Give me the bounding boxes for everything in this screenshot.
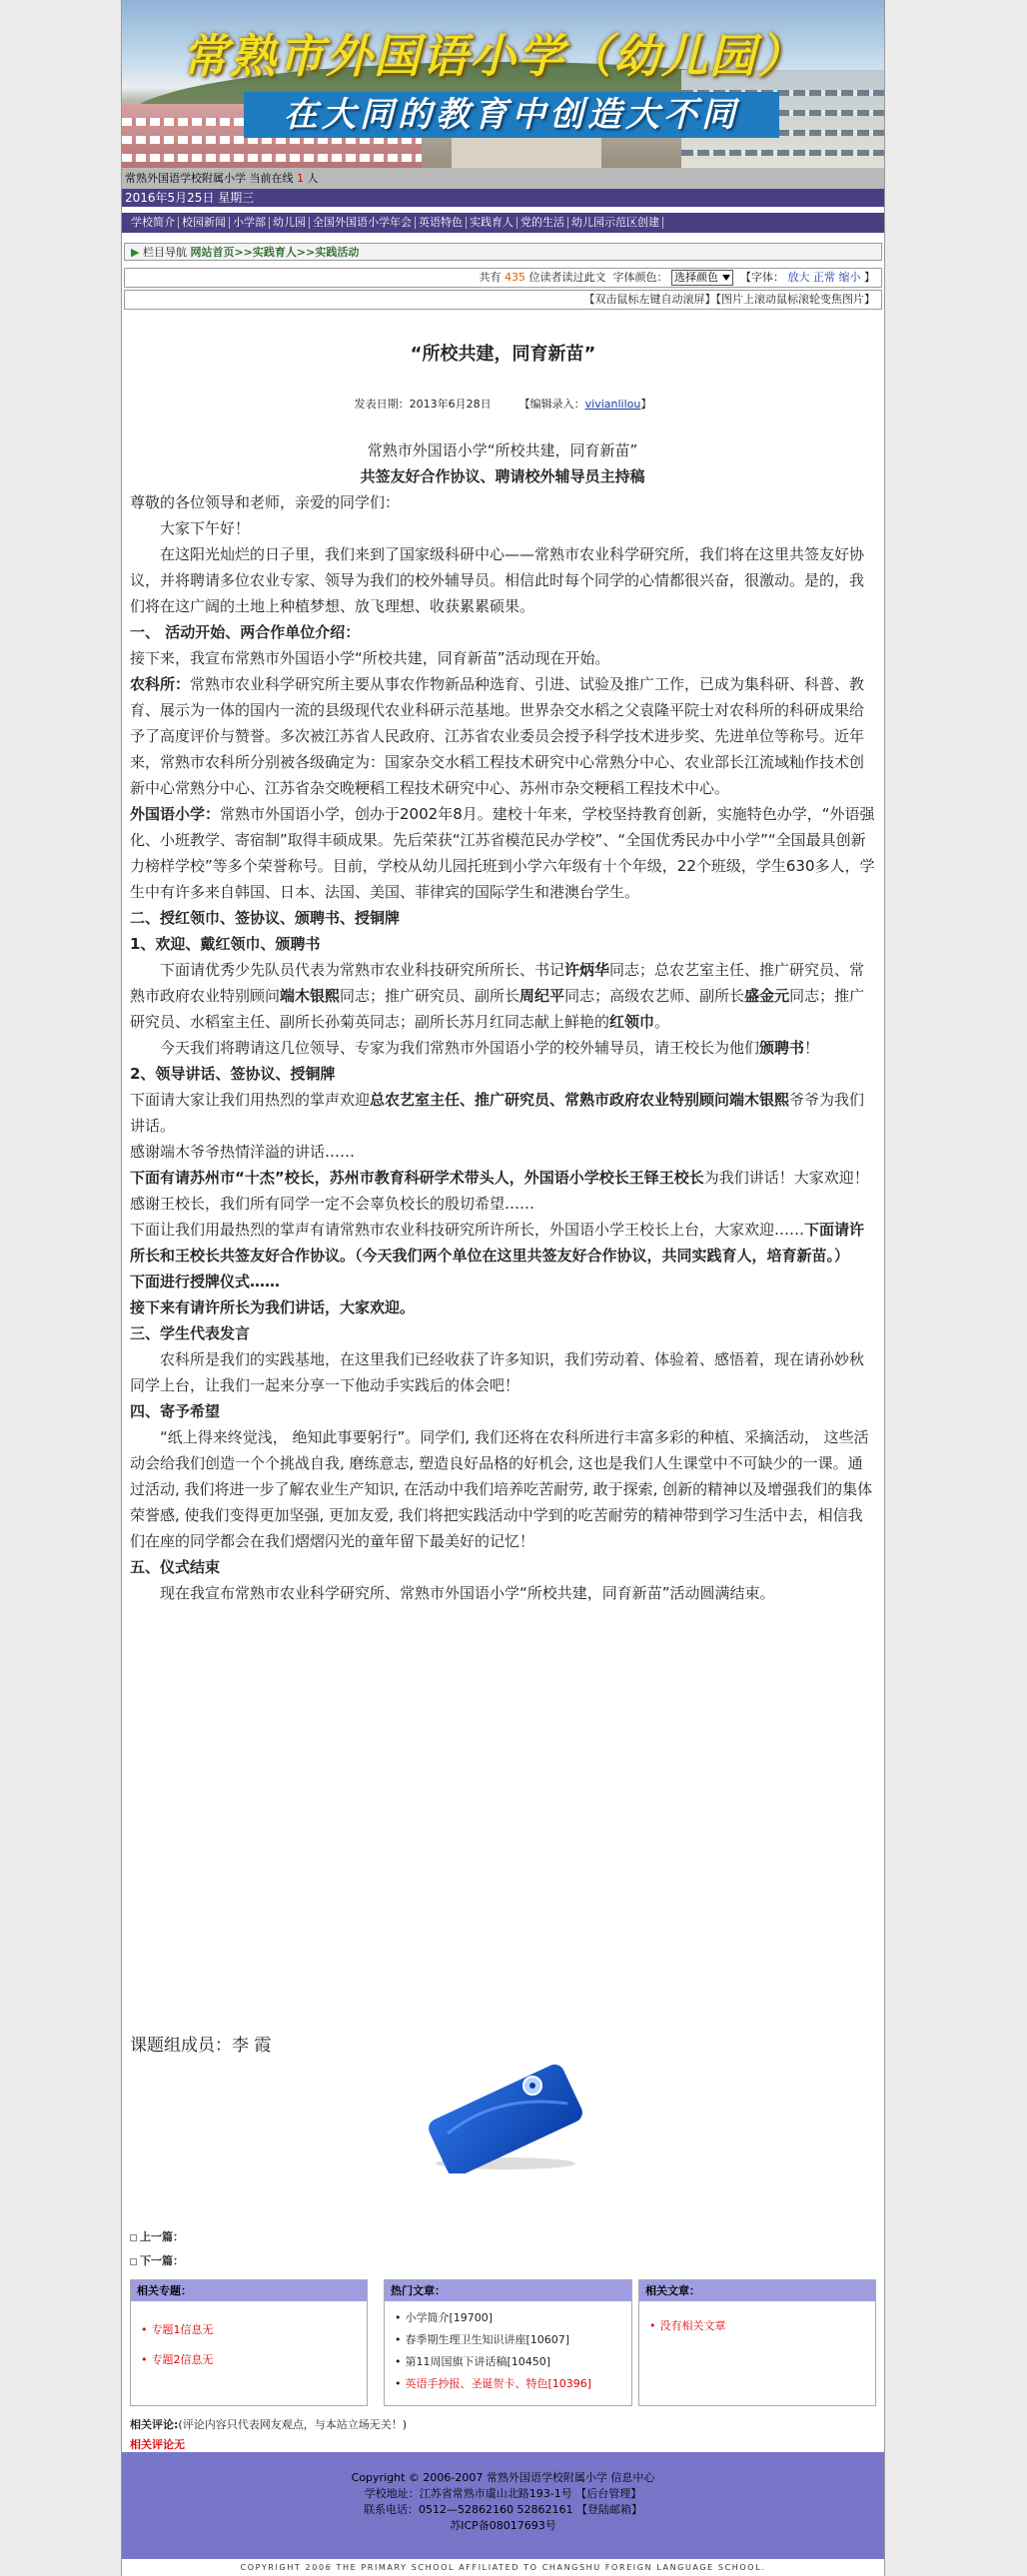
scroll-hint-bar bbox=[124, 290, 882, 310]
site-slogan: 在大同的教育中创造大不同 bbox=[244, 92, 779, 138]
nav-item-practice[interactable]: 实践育人 bbox=[467, 217, 517, 229]
related-topics-title: 相关专题： bbox=[131, 2280, 367, 2301]
font-size-small-link[interactable]: 缩小 bbox=[838, 271, 861, 284]
paragraph-thanks-2: 感谢王校长，我们所有同学一定不会辜负校长的殷切希望…… bbox=[130, 1195, 535, 1213]
institute-text: 常熟市农业科学研究所主要从事农作物新品种选育、引进、试验及推广工作，已成为集科研、科普、教育、展示为一体的国内一流的县级现代农业科研示范基地。世界杂交水稻之父袁隆平院士对农科所的科研成果给予了高度评价与赞誉。多次被江苏省人民政府、江苏省农业委员会授予科学技术进步奖、先进单位等称号。近年来，常熟市农科所分别被各级确定为：国家杂交水稻工程技术研究中心常熟分中心、农业部长江流域籼作技术创新中心常熟分中心、江苏省杂交晚粳稻工程技术研究中心、苏州市杂交粳稻工程技术中心。 bbox=[130, 675, 865, 797]
greeting-2: 大家下午好！ bbox=[160, 519, 251, 537]
nav-item-primary[interactable]: 小学部 bbox=[230, 217, 270, 229]
font-color-select[interactable]: 选择颜色 bbox=[671, 270, 733, 286]
editor-end: 】 bbox=[640, 398, 652, 411]
header-banner bbox=[122, 0, 884, 168]
paragraph-end: 现在我宣布常熟市农业科学研究所、常熟市外国语小学“所校共建，同育新苗”活动圆满结束。 bbox=[160, 1584, 775, 1602]
topic-item[interactable]: • 专题1信息无 bbox=[141, 2323, 214, 2336]
footer-phone[interactable]: 联系电话：0512—52862160 52862161 【登陆邮箱】 bbox=[364, 2503, 642, 2516]
paragraph-speech: 接下来有请许所长为我们讲话，大家欢迎。 bbox=[130, 1298, 416, 1316]
breadcrumb-label: 栏目导航 bbox=[142, 246, 187, 259]
subtitle-2: 共签友好合作协议、聘请校外辅导员主持稿 bbox=[360, 467, 645, 485]
breadcrumb bbox=[124, 243, 882, 261]
paragraph-intro: 在这阳光灿烂的日子里，我们来到了国家级科研中心——常熟市农业科学研究所，我们将在这里共签友好协议，并将聘请多位农业专家、领导为我们的校外辅导员。相信此时每个同学的心情都很兴奋，很激动。是的，我们将在这广阔的土地上种植梦想、放飞理想、收获累累硕果。 bbox=[130, 545, 865, 615]
paragraph-student: 农科所是我们的实践基地，在这里我们已经收获了许多知识，我们劳动着、体验着、感悟着，现在请孙妙秋同学上台，让我们一起来分享一下他动手实践后的体会吧！ bbox=[130, 1350, 865, 1394]
card-image bbox=[418, 2064, 593, 2173]
related-topics-box bbox=[130, 2279, 368, 2406]
comments-note: (评论内容只代表网友观点，与本站立场无关！) bbox=[178, 2418, 407, 2431]
paragraph-principal: 下面有请苏州市“十杰”校长，苏州市教育科研学术带头人，外国语小学校长王铎王校长为我们讲话！大家欢迎！ bbox=[130, 1169, 869, 1187]
paragraph-start: 接下来，我宣布常熟市外国语小学“所校共建，同育新苗”活动现在开始。 bbox=[130, 649, 610, 667]
online-prefix: 常熟外国语学校附属小学 当前在线 bbox=[125, 172, 294, 185]
page-wrapper bbox=[121, 0, 885, 2576]
footer-icp: 苏ICP备08017693号 bbox=[450, 2519, 556, 2532]
comments-section bbox=[130, 2415, 407, 2455]
breadcrumb-path[interactable]: 网站首页>>实践育人>>实践活动 bbox=[190, 246, 360, 259]
article-body bbox=[130, 437, 875, 1606]
date-bar: 2016年5月25日 星期三 bbox=[122, 189, 884, 207]
paragraph-welcome: 下面请大家让我们用热烈的掌声欢迎总农艺室主任、推广研究员、常熟市政府农业特别顾问端木银熙爷爷为我们讲话。 bbox=[130, 1091, 865, 1135]
nav-item-intro[interactable]: 学校简介 bbox=[128, 217, 179, 229]
related-articles-box bbox=[638, 2279, 876, 2406]
paragraph-appoint: 今天我们将聘请这几位领导、专家为我们常熟市外国语小学的校外辅导员，请王校长为他们颁聘书！ bbox=[160, 1039, 820, 1057]
section-heading-2b: 2、领导讲话、签协议、授铜牌 bbox=[130, 1065, 336, 1083]
related-article-item: • 没有相关文章 bbox=[649, 2319, 726, 2332]
next-link[interactable]: 下一篇： bbox=[130, 2249, 184, 2273]
online-suffix: 人 bbox=[307, 172, 319, 185]
institute-label: 农科所： bbox=[130, 675, 191, 693]
font-size-end: 】 bbox=[864, 271, 875, 284]
greeting: 尊敬的各位领导和老师，亲爱的同学们： bbox=[130, 493, 401, 511]
paragraph-thanks-1: 感谢端木爷爷热情洋溢的讲话…… bbox=[130, 1143, 356, 1161]
editor-label: 【编辑录入： bbox=[518, 398, 585, 411]
comments-empty: 相关评论无 bbox=[130, 2438, 185, 2451]
arrow-icon: ▶ bbox=[131, 246, 140, 259]
nav-item-kindergarten[interactable]: 幼儿园 bbox=[270, 217, 310, 229]
prev-next-links bbox=[130, 2225, 184, 2273]
comments-label: 相关评论: bbox=[130, 2418, 179, 2431]
online-status bbox=[122, 168, 884, 189]
font-color-label: 字体颜色： bbox=[612, 271, 668, 284]
footer-copyright: Copyright © 2006-2007 常熟外国语学校附属小学 信息中心 bbox=[351, 2471, 655, 2484]
section-heading-3: 三、学生代表发言 bbox=[130, 1324, 251, 1342]
section-heading-5: 五、仪式结束 bbox=[130, 1558, 221, 1576]
font-size-label: 【字体： bbox=[740, 271, 784, 284]
readers-suffix: 位读者读过此文 bbox=[528, 271, 606, 284]
readers-prefix: 共有 bbox=[479, 271, 502, 284]
paragraph-school bbox=[130, 801, 875, 905]
scroll-hint: 【双击鼠标左键自动滚屏】【图片上滚动鼠标滚轮变焦图片】 bbox=[583, 293, 875, 306]
school-label: 外国语小学： bbox=[130, 805, 221, 823]
related-articles-title: 相关文章： bbox=[639, 2280, 875, 2301]
footer-banner: COPYRIGHT 2006 THE PRIMARY SCHOOL AFFILIATED TO CHANGSHU FOREIGN LANGUAGE SCHOOL. bbox=[122, 2559, 884, 2576]
main-nav bbox=[122, 213, 884, 233]
site-title: 常熟市外国语小学（幼儿园） bbox=[182, 29, 805, 83]
prev-link[interactable]: 上一篇： bbox=[130, 2225, 184, 2249]
readers-count: 435 bbox=[505, 271, 525, 284]
hot-articles-box bbox=[384, 2279, 632, 2406]
section-heading-4: 四、寄予希望 bbox=[130, 1402, 221, 1420]
subtitle-1: 常熟市外国语小学“所校共建，同育新苗” bbox=[367, 441, 638, 459]
article-meta bbox=[122, 396, 884, 412]
nav-item-annual-meeting[interactable]: 全国外国语小学年会 bbox=[310, 217, 416, 229]
online-count: 1 bbox=[297, 172, 304, 185]
footer-address[interactable]: 学校地址：江苏省常熟市虞山北路193-1号 【后台管理】 bbox=[364, 2487, 642, 2500]
section-heading-1: 一、 活动开始、两合作单位介绍： bbox=[130, 623, 361, 641]
hot-article-item[interactable]: • 小学简介[19700] bbox=[395, 2311, 494, 2324]
hot-articles-title: 热门文章： bbox=[385, 2280, 631, 2301]
font-size-big-link[interactable]: 放大 bbox=[787, 271, 810, 284]
nav-item-demo-zone[interactable]: 幼儿园示范区创建 bbox=[568, 217, 663, 229]
font-size-normal-link[interactable]: 正常 bbox=[813, 271, 835, 284]
paragraph-institute bbox=[130, 671, 875, 801]
school-text: 常熟市外国语小学，创办于2002年8月。建校十年来，学校坚持教育创新，实施特色办学，“外语强化、小班教学、寄宿制”取得丰硕成果。先后荣获“江苏省模范民办学校”、“全国优秀民办中小学”“全国最具创新力榜样学校”等多个荣誉称号。目前，学校从幼儿园托班到小学六年级有十个年级，22个班级，学生630多人，学生中有许多来自韩国、日本、法国、美国、菲律宾的国际学生和港澳台学生。 bbox=[130, 805, 875, 901]
paragraph-sign: 下面让我们用最热烈的掌声有请常熟市农业科技研究所许所长，外国语小学王校长上台，大家欢迎……下面请许所长和王校长共签友好合作协议。（今天我们两个单位在这里共签友好合作协议，共同实践育人，培育新苗。） bbox=[130, 1221, 865, 1265]
article-toolbar bbox=[124, 268, 882, 288]
section-heading-2: 二、授红领巾、签协议、颁聘书、授铜牌 bbox=[130, 909, 401, 927]
project-members: 课题组成员：李 霞 bbox=[130, 2036, 272, 2056]
topic-item[interactable]: • 专题2信息无 bbox=[141, 2353, 214, 2366]
nav-item-news[interactable]: 校园新闻 bbox=[179, 217, 230, 229]
nav-item-english[interactable]: 英语特色 bbox=[416, 217, 467, 229]
article-title: “所校共建，同育新苗” bbox=[410, 344, 596, 365]
publish-date: 发表日期：2013年6月28日 bbox=[354, 398, 492, 411]
hot-article-item[interactable]: • 英语手抄报、圣诞贺卡、特色[10396] bbox=[395, 2377, 592, 2390]
paragraph-hope: “纸上得来终觉浅， 绝知此事要躬行”。同学们, 我们还将在农科所进行丰富多彩的种植、采摘活动， 这些活动会给我们创造一个个挑战自我, 磨练意志, 塑造良好品格的好机会, 这也是我们人生课堂中不可缺少的一课。通过活动, 我们将进一步了解农业生产知识, 在活动中我们培养吃苦耐劳, 敢于探索, 创新的精神以及增强我们的集体荣誉感, 使我们变得更加坚强, 更加友爱, 我们将把实践活动中学到的吃苦耐劳的精神带到学习生活中去，相信我们在座的同学都会在我们熠熠闪光的童年留下最美好的记忆！ bbox=[130, 1428, 873, 1550]
paragraph-plaque: 下面进行授牌仪式…… bbox=[130, 1273, 281, 1290]
nav-item-party[interactable]: 党的生活 bbox=[517, 217, 568, 229]
site-footer bbox=[122, 2452, 884, 2559]
paragraph-scarves: 下面请优秀少先队员代表为常熟市农业科技研究所所长、书记许炳华同志；总农艺室主任、推广研究员、常熟市政府农业特别顾问端木银熙同志；推广研究员、副所长周纪平同志；高级农艺师、副所长盛金元同志；推广研究员、水稻室主任、副所长孙菊英同志；副所长苏月红同志献上鲜艳的红领巾。 bbox=[130, 961, 865, 1031]
hot-article-item[interactable]: • 第11周国旗下讲话稿[10450] bbox=[395, 2355, 551, 2368]
section-heading-2a: 1、欢迎、戴红领巾、颁聘书 bbox=[130, 935, 321, 953]
hot-article-item[interactable]: • 春季期生理卫生知识讲座[10607] bbox=[395, 2333, 570, 2346]
editor-link[interactable]: vivianlilou bbox=[584, 398, 641, 411]
